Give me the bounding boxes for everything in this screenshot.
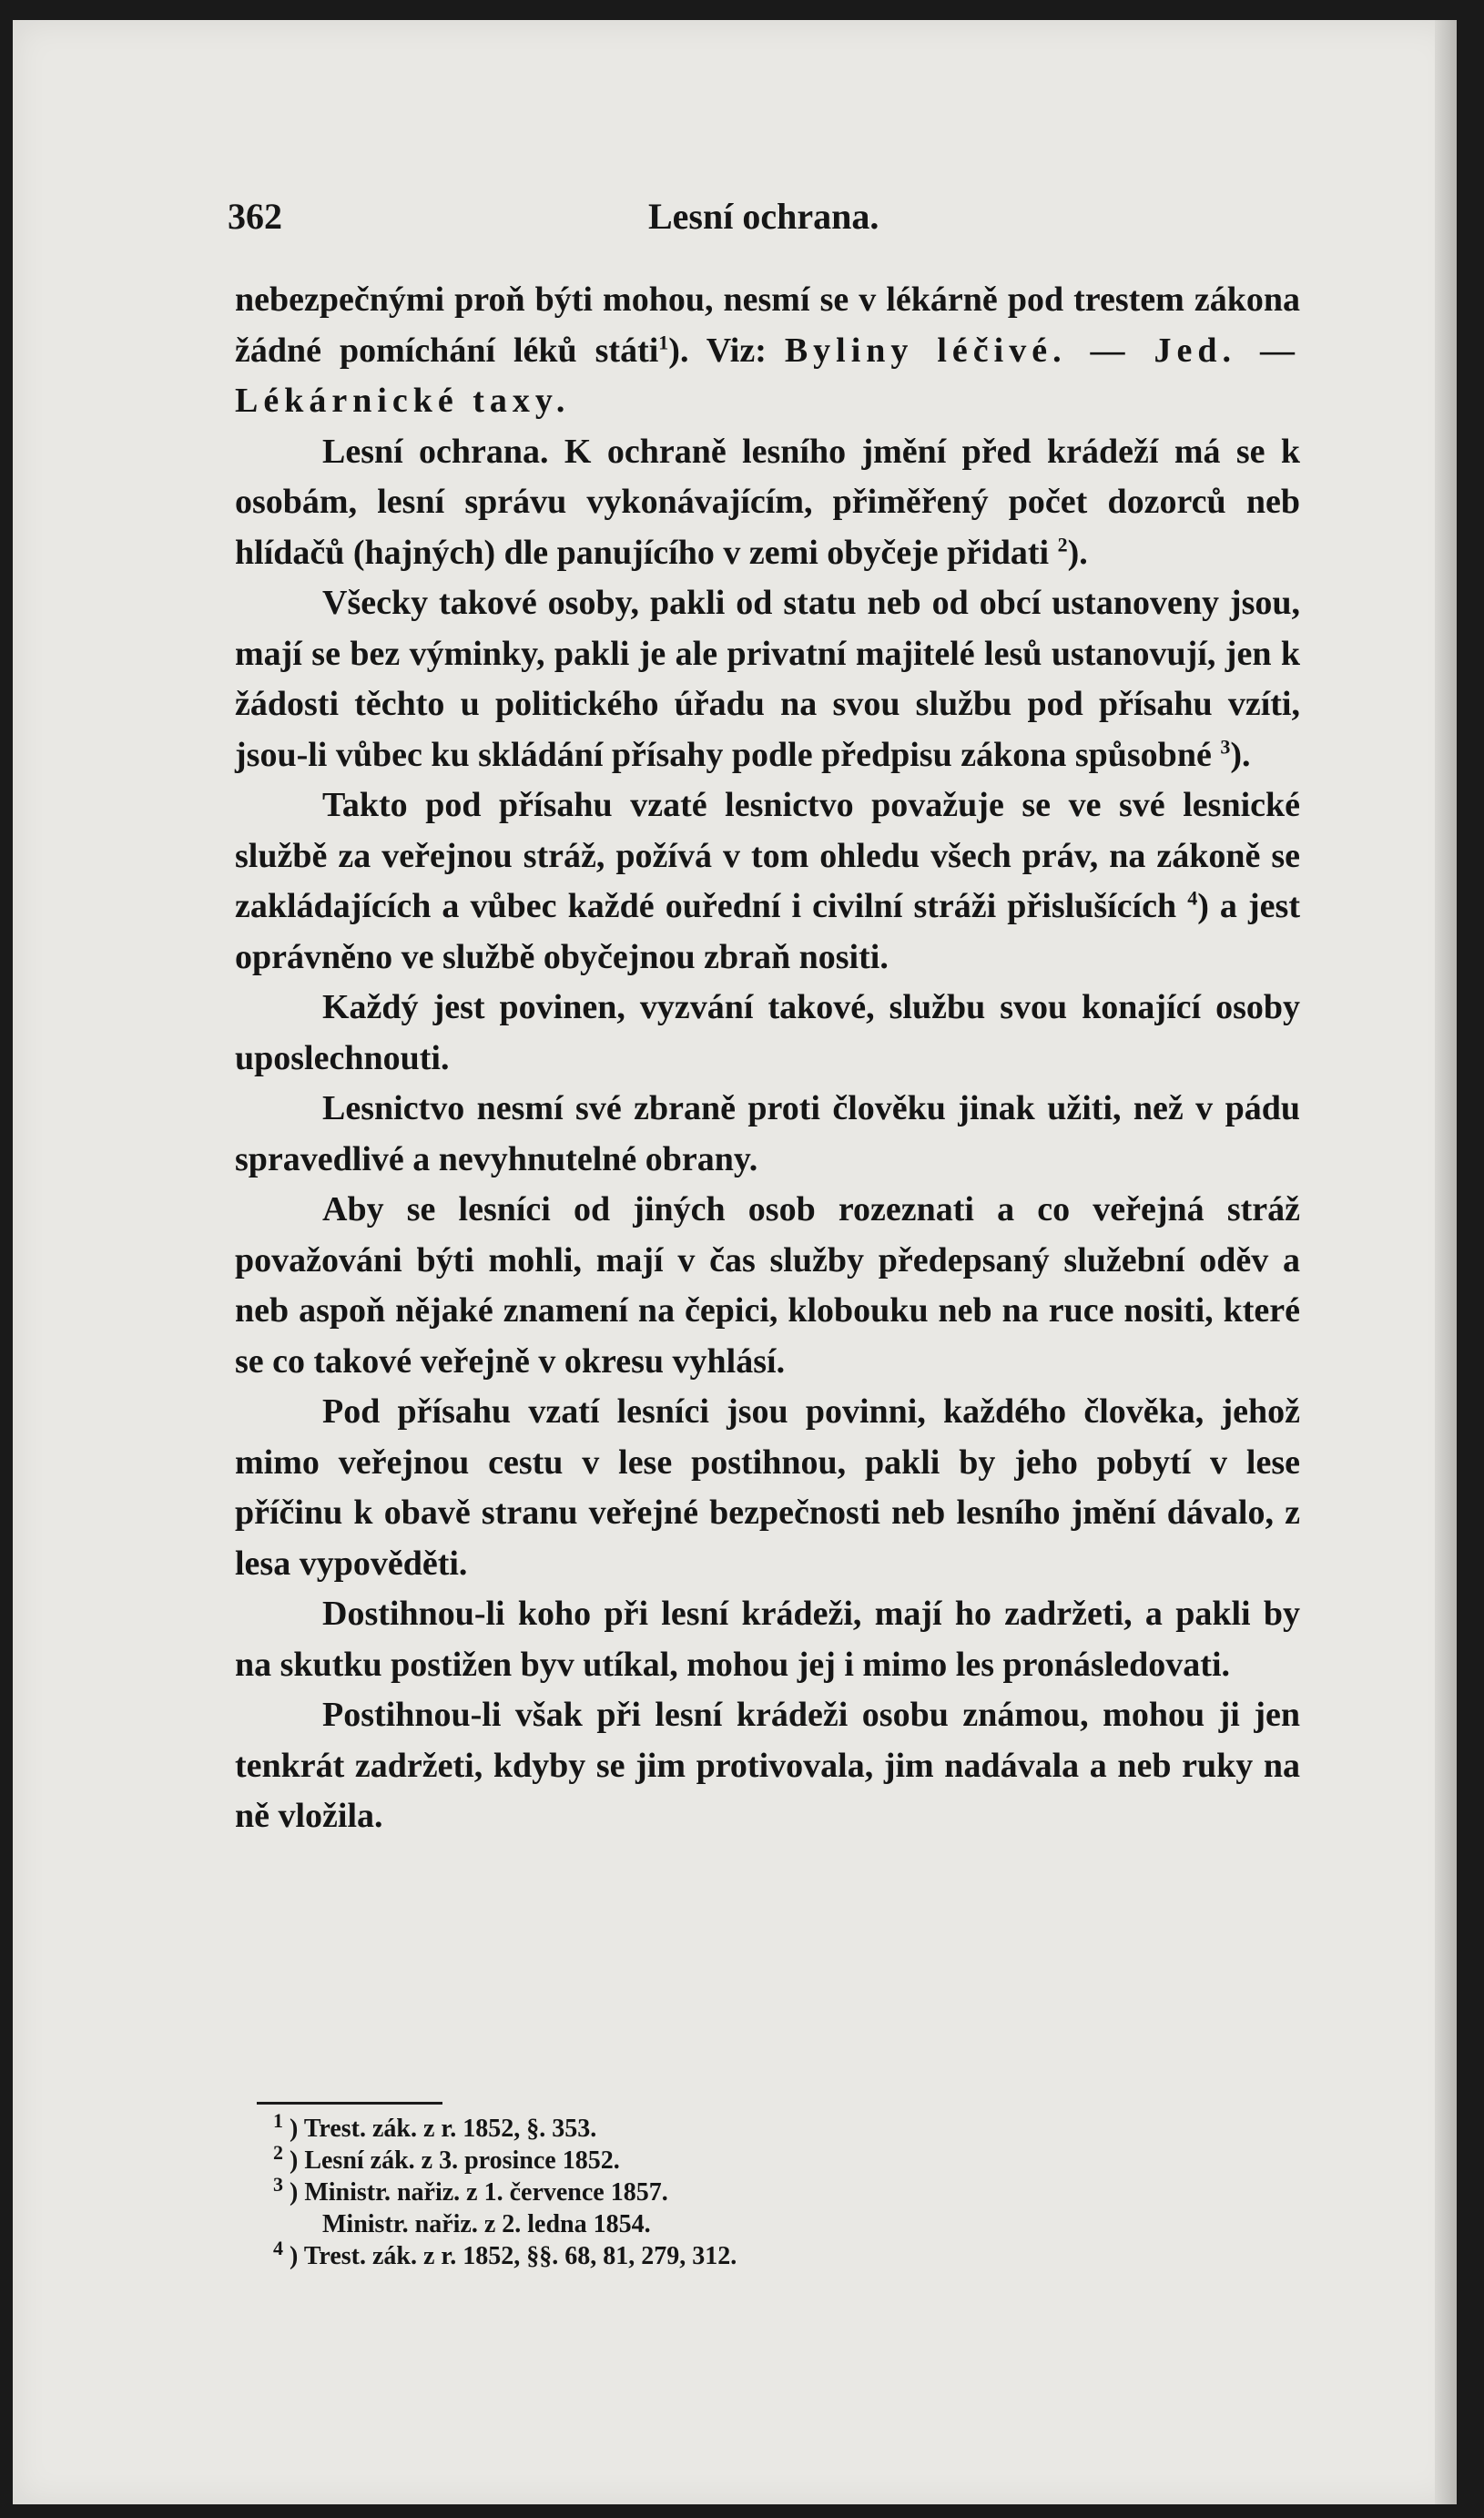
paragraph-9: Dostihnou-li koho při lesní krádeži, mají ho zadržeti, a pakli by na skutku postižen byv utíkal, mohou jej i mimo les pronásledovati. xyxy=(235,1595,1300,1684)
paragraph-7: Aby se lesníci od jiných osob rozeznati a co veřejná stráž považováni býti mohli, mají v čas služby předepsaný služební oděv a neb aspoň nějaké znamení na čepici, klobouku neb na ruce nositi, které se co takové veřejně v okresu vyhlásí. xyxy=(235,1190,1300,1381)
footnote-text: ) Ministr. nařiz. z 1. července 1857. xyxy=(290,2178,668,2207)
paragraph-2-text: K ochraně lesního jmění před krádeží má se k osobám, lesní správu vykonávajícím, přiměřený počet dozorců neb hlídačů (hajných) dle panujícího v zemi obyčeje přidati xyxy=(235,432,1300,572)
paragraph-4-text: Takto pod přísahu vzaté lesnictvo považuje se ve své lesnické službě za veřejnou stráž, požívá v tom ohledu všech práv, na zákoně se zakládajících a vůbec každé ouřední i civilní stráži přislušících xyxy=(235,786,1300,925)
page-header xyxy=(228,195,956,250)
paragraph-4 xyxy=(235,780,1300,983)
entry-heading: Lesní ochrana. xyxy=(322,432,549,471)
footnotes xyxy=(273,2108,1093,2272)
footnote-ref-2: 2 xyxy=(1057,532,1068,556)
footnote-text: ) Trest. zák. z r. 1852, §§. 68, 81, 279, 312. xyxy=(290,2242,737,2270)
footnote-continuation xyxy=(273,2208,1093,2240)
paragraph-4-end: ) a jest oprávněno ve službě obyčejnou zbraň nositi. xyxy=(235,887,1300,976)
footnote-text: ) Trest. zák. z r. 1852, §. 353. xyxy=(290,2115,597,2143)
paragraph-2 xyxy=(235,427,1300,579)
footnote-text: ) Lesní zák. z 3. prosince 1852. xyxy=(290,2146,620,2175)
footnote-divider xyxy=(257,2102,442,2105)
footnote-ref-1: 1 xyxy=(658,330,669,353)
footnote: $^1$ ) Trest. zák. z r. 1852, §. 353. xyxy=(273,2108,597,2143)
paragraph-10: Postihnou-li však při lesní krádeži osobu známou, mohou ji jen tenkrát zadržeti, kdyby se jim protivovala, jim nadávala a neb ruky na ně vložila. xyxy=(235,1696,1300,1835)
paragraph-3 xyxy=(235,578,1300,780)
footnote: $^2$ ) Lesní zák. z 3. prosince 1852. xyxy=(273,2140,620,2175)
paragraph-2-end: ). xyxy=(1067,533,1088,572)
paragraph-1-viz: ). Viz: xyxy=(668,331,785,370)
running-title: Lesní ochrana. xyxy=(648,196,879,237)
paragraph-3-text: Všecky takové osoby, pakli od statu neb od obcí ustanoveny jsou, mají se bez výminky, pakli je ale privatní majitelé lesů ustanovují, jen k žádosti těchto u politického úřadu na svou službu pod přísahu vzíti, jsou-li vůbec ku skládání přísahy podle předpisu zákona spůsobné xyxy=(235,584,1300,774)
paragraph-3-end: ). xyxy=(1230,735,1251,774)
page-number: 362 xyxy=(228,196,282,237)
footnote: $^3$ ) Ministr. nařiz. z 1. července 1857. xyxy=(273,2172,668,2207)
paragraph-5: Každý jest povinen, vyzvání takové, službu svou konající osoby uposlechnouti. xyxy=(235,988,1300,1077)
page-edge xyxy=(1435,20,1457,2504)
paragraph-8: Pod přísahu vzatí lesníci jsou povinni, každého člověka, jehož mimo veřejnou cestu v lese postihnou, pakli by jeho pobytí v lese příčinu k obavě stranu veřejné bezpečnosti neb lesního jmění dávalo, z lesa vypověděti. xyxy=(235,1392,1300,1583)
cross-references: Byliny léčivé. — Jed. — Lékárnické taxy. xyxy=(235,331,1300,420)
footnote-ref-4: 4 xyxy=(1187,886,1198,910)
footnote-text: Ministr. nařiz. z 2. ledna 1854. xyxy=(322,2210,651,2238)
paragraph-6: Lesnictvo nesmí své zbraně proti člověku jinak užiti, než v pádu spravedlivé a nevyhnutelné obrany. xyxy=(235,1089,1300,1178)
body-text xyxy=(235,275,1300,1842)
paragraph-1 xyxy=(235,275,1300,427)
paragraph-1-text: nebezpečnými proň býti mohou, nesmí se v lékárně pod trestem zákona žádné pomíchání léků státi xyxy=(235,280,1300,370)
footnote-ref-3: 3 xyxy=(1220,734,1231,758)
footnote: $^4$ ) Trest. zák. z r. 1852, §§. 68, 81, 279, 312. xyxy=(273,2236,737,2270)
